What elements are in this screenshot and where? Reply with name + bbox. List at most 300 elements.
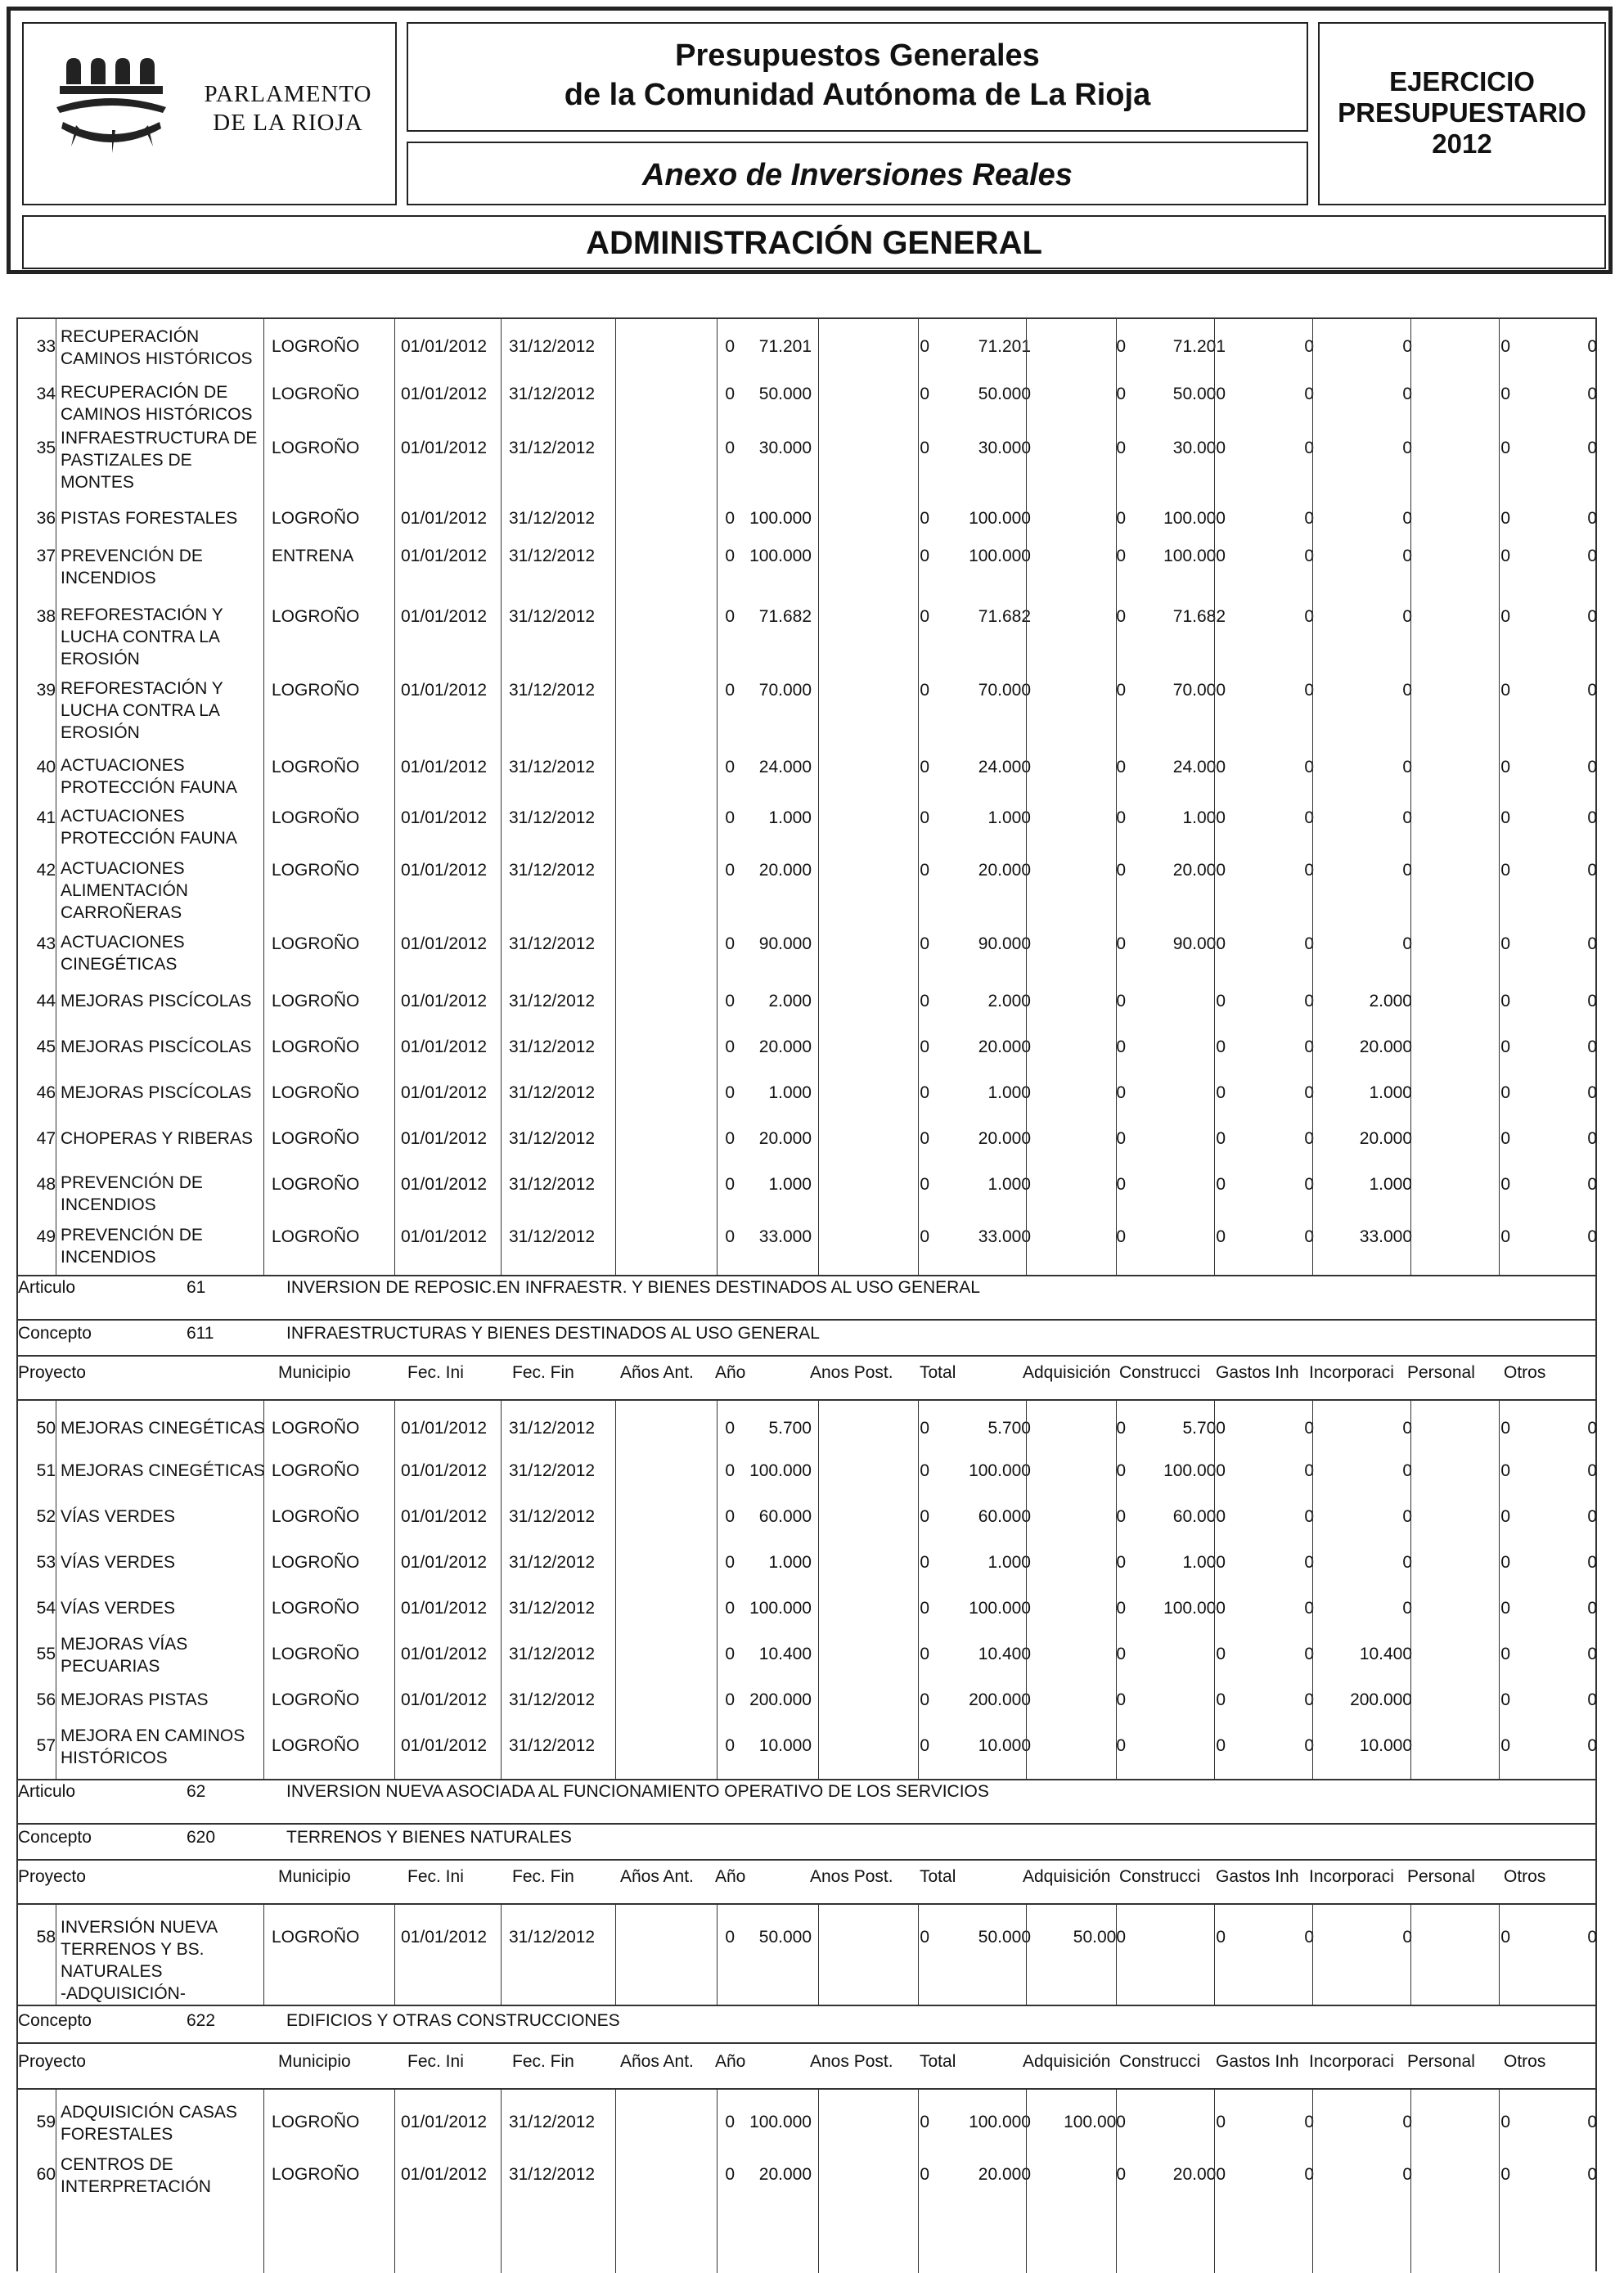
description-line: ACTUACIONES	[61, 756, 185, 775]
construcci-cell: 100.000	[1163, 547, 1226, 565]
description-line: EROSIÓN	[61, 650, 140, 668]
personal-cell: 0	[1500, 385, 1510, 403]
gastos-inh-cell: 0	[1304, 1227, 1314, 1246]
column-header-anos-post: Anos Post.	[810, 1867, 893, 1886]
articulo-61-text: INVERSION DE REPOSIC.EN INFRAESTR. Y BIENES DESTINADOS AL USO GENERAL	[286, 1278, 980, 1297]
column-header-adquisicion: Adquisición	[1023, 1867, 1111, 1886]
column-divider	[1499, 1401, 1500, 1779]
otros-cell: 0	[1587, 1175, 1597, 1194]
adquisicion-cell: 0	[1116, 337, 1126, 356]
column-header-proyecto: Proyecto	[18, 1867, 86, 1886]
personal-cell: 0	[1500, 1175, 1510, 1194]
total-cell: 200.000	[969, 1690, 1031, 1709]
column-divider	[263, 1905, 264, 2005]
column-header-proyecto: Proyecto	[18, 1363, 86, 1382]
description-line: ACTUACIONES	[61, 859, 185, 878]
gastos-inh-cell: 0	[1304, 2165, 1314, 2184]
incorporaci-cell: 0	[1402, 1507, 1412, 1526]
municipio-cell: LOGROÑO	[272, 1227, 360, 1246]
ano-cell: 20.000	[758, 861, 812, 880]
gastos-inh-cell: 0	[1304, 1928, 1314, 1947]
column-divider	[1410, 1401, 1411, 1779]
gastos-inh-cell: 0	[1304, 681, 1314, 700]
otros-cell: 0	[1587, 1419, 1597, 1438]
project-number: 33	[36, 337, 56, 356]
incorporaci-cell: 0	[1402, 681, 1412, 700]
project-number: 39	[36, 681, 56, 700]
project-number: 36	[36, 509, 56, 528]
fec-ini-cell: 01/01/2012	[401, 808, 488, 827]
project-description	[61, 990, 281, 1012]
adquisicion-cell: 0	[1116, 2165, 1126, 2184]
description-line: MEJORA EN CAMINOS	[61, 1726, 245, 1745]
otros-cell: 0	[1587, 1037, 1597, 1056]
row-divider	[18, 1779, 1595, 1780]
gastos-inh-cell: 0	[1304, 1690, 1314, 1709]
column-header-anos-ant: Años Ant.	[620, 2052, 694, 2071]
municipio-cell: LOGROÑO	[272, 1175, 360, 1194]
gastos-inh-cell: 0	[1304, 1083, 1314, 1102]
adquisicion-cell: 0	[1116, 1553, 1126, 1572]
column-header-fec-ini: Fec. Ini	[407, 1363, 464, 1382]
column-divider	[717, 2090, 718, 2273]
gastos-inh-cell: 0	[1304, 808, 1314, 827]
concepto-611-number: 611	[187, 1324, 214, 1343]
municipio-cell: ENTRENA	[272, 547, 354, 565]
anos-post-cell: 0	[920, 1736, 929, 1755]
personal-cell: 0	[1500, 1083, 1510, 1102]
description-line: ACTUACIONES	[61, 933, 185, 952]
total-cell: 10.000	[978, 1736, 1031, 1755]
fec-fin-cell: 31/12/2012	[509, 1645, 596, 1663]
fec-fin-cell: 31/12/2012	[509, 1553, 596, 1572]
otros-cell: 0	[1587, 2165, 1597, 2184]
otros-cell: 0	[1587, 2113, 1597, 2131]
otros-cell: 0	[1587, 1083, 1597, 1102]
municipio-cell: LOGROÑO	[272, 1129, 360, 1148]
ano-cell: 200.000	[749, 1690, 812, 1709]
personal-cell: 0	[1500, 1227, 1510, 1246]
anos-post-cell: 0	[920, 439, 929, 457]
column-divider	[1499, 1905, 1500, 2005]
column-header-adquisicion: Adquisición	[1023, 1363, 1111, 1382]
total-cell: 71.201	[978, 337, 1031, 356]
column-header-otros: Otros	[1504, 1363, 1546, 1382]
description-line: INCENDIOS	[61, 569, 156, 587]
personal-cell: 0	[1500, 2165, 1510, 2184]
row-divider	[18, 1355, 1595, 1357]
column-header-total: Total	[920, 1867, 956, 1886]
municipio-cell: LOGROÑO	[272, 861, 360, 880]
description-line: FORESTALES	[61, 2125, 173, 2144]
concepto-611-label: Concepto	[18, 1324, 92, 1343]
gastos-inh-cell: 0	[1304, 1507, 1314, 1526]
otros-cell: 0	[1587, 681, 1597, 700]
municipio-cell: LOGROÑO	[272, 385, 360, 403]
personal-cell: 0	[1500, 1928, 1510, 1947]
fec-ini-cell: 01/01/2012	[401, 385, 488, 403]
description-line: MONTES	[61, 473, 134, 492]
project-description	[61, 1597, 281, 1619]
municipio-cell: LOGROÑO	[272, 1736, 360, 1755]
total-cell: 100.000	[969, 1461, 1031, 1480]
total-cell: 100.000	[969, 547, 1031, 565]
description-line: MEJORAS VÍAS	[61, 1635, 188, 1654]
anos-ant-cell: 0	[725, 1175, 735, 1194]
fec-fin-cell: 31/12/2012	[509, 337, 596, 356]
column-divider	[1499, 319, 1500, 1275]
description-line: CINEGÉTICAS	[61, 955, 178, 974]
fec-fin-cell: 31/12/2012	[509, 681, 596, 700]
ano-cell: 1.000	[768, 808, 812, 827]
parliament-logo-box	[22, 22, 397, 205]
personal-cell: 0	[1500, 607, 1510, 626]
otros-cell: 0	[1587, 1507, 1597, 1526]
incorporaci-cell: 0	[1402, 337, 1412, 356]
otros-cell: 0	[1587, 547, 1597, 565]
project-description	[61, 1172, 281, 1216]
gastos-inh-cell: 0	[1304, 385, 1314, 403]
fec-ini-cell: 01/01/2012	[401, 1419, 488, 1438]
description-line: VÍAS VERDES	[61, 1599, 176, 1618]
total-cell: 1.000	[987, 1553, 1031, 1572]
project-number: 60	[36, 2165, 56, 2184]
fec-ini-cell: 01/01/2012	[401, 2165, 488, 2184]
column-divider	[501, 1905, 502, 2005]
column-divider	[394, 1905, 395, 2005]
adquisicion-cell: 0	[1116, 1037, 1126, 1056]
concepto-622-number: 622	[187, 2011, 216, 2030]
column-header-anos-post: Anos Post.	[810, 2052, 893, 2071]
project-description	[61, 1689, 281, 1711]
fec-ini-cell: 01/01/2012	[401, 1227, 488, 1246]
project-description	[61, 931, 281, 975]
construcci-cell: 0	[1216, 1227, 1226, 1246]
ano-cell: 5.700	[768, 1419, 812, 1438]
ano-cell: 100.000	[749, 547, 812, 565]
gastos-inh-cell: 0	[1304, 1419, 1314, 1438]
personal-cell: 0	[1500, 439, 1510, 457]
concepto-622-label: Concepto	[18, 2011, 92, 2030]
ano-cell: 10.000	[758, 1736, 812, 1755]
anos-post-cell: 0	[920, 681, 929, 700]
column-header-anos-ant: Años Ant.	[620, 1363, 694, 1382]
construcci-cell: 50.000	[1172, 385, 1226, 403]
project-description	[61, 604, 281, 670]
personal-cell: 0	[1500, 1507, 1510, 1526]
project-description	[61, 857, 281, 924]
gastos-inh-cell: 0	[1304, 758, 1314, 776]
column-header-incorporaci: Incorporaci	[1309, 1363, 1394, 1382]
column-divider	[717, 319, 718, 1275]
incorporaci-cell: 0	[1402, 1419, 1412, 1438]
gastos-inh-cell: 0	[1304, 934, 1314, 953]
project-description	[61, 545, 281, 589]
ano-cell: 50.000	[758, 385, 812, 403]
otros-cell: 0	[1587, 1227, 1597, 1246]
construcci-cell: 71.682	[1172, 607, 1226, 626]
total-cell: 71.682	[978, 607, 1031, 626]
ano-cell: 1.000	[768, 1175, 812, 1194]
total-cell: 20.000	[978, 1129, 1031, 1148]
fec-ini-cell: 01/01/2012	[401, 861, 488, 880]
fec-fin-cell: 31/12/2012	[509, 861, 596, 880]
total-cell: 10.400	[978, 1645, 1031, 1663]
ano-cell: 24.000	[758, 758, 812, 776]
fec-ini-cell: 01/01/2012	[401, 607, 488, 626]
project-description	[61, 1224, 281, 1268]
ano-cell: 100.000	[749, 509, 812, 528]
section-title: ADMINISTRACIÓN GENERAL	[586, 225, 1042, 261]
description-line: MEJORAS PISCÍCOLAS	[61, 1083, 252, 1102]
budget-title-box	[407, 22, 1308, 132]
fec-fin-cell: 31/12/2012	[509, 1419, 596, 1438]
ano-cell: 90.000	[758, 934, 812, 953]
column-divider	[717, 1905, 718, 2005]
description-line: MEJORAS PISCÍCOLAS	[61, 992, 252, 1010]
personal-cell: 0	[1500, 1553, 1510, 1572]
incorporaci-cell: 0	[1402, 1599, 1412, 1618]
total-cell: 70.000	[978, 681, 1031, 700]
column-header-ano: Año	[715, 1867, 746, 1886]
description-line: CENTROS DE	[61, 2155, 173, 2174]
adquisicion-cell: 50.000	[1073, 1928, 1126, 1947]
adquisicion-cell: 0	[1116, 1599, 1126, 1618]
anos-ant-cell: 0	[725, 1599, 735, 1618]
anos-post-cell: 0	[920, 861, 929, 880]
column-divider	[1410, 2090, 1411, 2273]
personal-cell: 0	[1500, 681, 1510, 700]
column-header-personal: Personal	[1407, 1363, 1475, 1382]
adquisicion-cell: 0	[1116, 1083, 1126, 1102]
total-cell: 60.000	[978, 1507, 1031, 1526]
column-divider	[263, 2090, 264, 2273]
anos-post-cell: 0	[920, 1461, 929, 1480]
ano-cell: 20.000	[758, 1037, 812, 1056]
column-divider	[918, 319, 919, 1275]
project-description	[61, 1417, 281, 1439]
adquisicion-cell: 0	[1116, 934, 1126, 953]
fec-fin-cell: 31/12/2012	[509, 1928, 596, 1947]
column-divider	[1026, 319, 1027, 1275]
anos-post-cell: 0	[920, 1690, 929, 1709]
ano-cell: 1.000	[768, 1553, 812, 1572]
column-header-incorporaci: Incorporaci	[1309, 1867, 1394, 1886]
project-description	[61, 381, 281, 425]
incorporaci-cell: 20.000	[1359, 1129, 1412, 1148]
column-divider	[1312, 1401, 1313, 1779]
construcci-cell: 1.000	[1182, 808, 1226, 827]
adquisicion-cell: 0	[1116, 1736, 1126, 1755]
total-cell: 2.000	[987, 992, 1031, 1010]
anos-post-cell: 0	[920, 808, 929, 827]
construcci-cell: 100.000	[1163, 1461, 1226, 1480]
row-divider	[18, 2005, 1595, 2006]
ano-cell: 1.000	[768, 1083, 812, 1102]
ano-cell: 10.400	[758, 1645, 812, 1663]
incorporaci-cell: 0	[1402, 861, 1412, 880]
otros-cell: 0	[1587, 607, 1597, 626]
ano-cell: 60.000	[758, 1507, 812, 1526]
gastos-inh-cell: 0	[1304, 2113, 1314, 2131]
adquisicion-cell: 0	[1116, 547, 1126, 565]
fec-fin-cell: 31/12/2012	[509, 808, 596, 827]
column-header-gastos-inh: Gastos Inh	[1216, 1363, 1299, 1382]
project-number: 54	[36, 1599, 56, 1618]
project-number: 55	[36, 1645, 56, 1663]
municipio-cell: LOGROÑO	[272, 1599, 360, 1618]
fec-fin-cell: 31/12/2012	[509, 1175, 596, 1194]
municipio-cell: LOGROÑO	[272, 509, 360, 528]
incorporaci-cell: 0	[1402, 1461, 1412, 1480]
description-line: CAMINOS HISTÓRICOS	[61, 349, 253, 368]
parliament-crest-icon	[56, 56, 179, 171]
project-number: 50	[36, 1419, 56, 1438]
personal-cell: 0	[1500, 509, 1510, 528]
anos-ant-cell: 0	[725, 1928, 735, 1947]
ano-cell: 100.000	[749, 1461, 812, 1480]
column-divider	[918, 1905, 919, 2005]
description-line: INTERPRETACIÓN	[61, 2177, 211, 2196]
construcci-cell: 0	[1216, 1129, 1226, 1148]
fec-ini-cell: 01/01/2012	[401, 1599, 488, 1618]
incorporaci-cell: 0	[1402, 2165, 1412, 2184]
personal-cell: 0	[1500, 1736, 1510, 1755]
project-number: 40	[36, 758, 56, 776]
anos-post-cell: 0	[920, 1083, 929, 1102]
column-divider	[1312, 319, 1313, 1275]
description-line: NATURALES	[61, 1962, 163, 1981]
gastos-inh-cell: 0	[1304, 1461, 1314, 1480]
municipio-cell: LOGROÑO	[272, 1037, 360, 1056]
construcci-cell: 0	[1216, 1690, 1226, 1709]
column-divider	[615, 2090, 616, 2273]
adquisicion-cell: 0	[1116, 681, 1126, 700]
anos-ant-cell: 0	[725, 934, 735, 953]
municipio-cell: LOGROÑO	[272, 1553, 360, 1572]
anos-post-cell: 0	[920, 1507, 929, 1526]
column-header-adquisicion: Adquisición	[1023, 2052, 1111, 2071]
anos-ant-cell: 0	[725, 1645, 735, 1663]
column-divider	[1410, 1905, 1411, 2005]
municipio-cell: LOGROÑO	[272, 758, 360, 776]
description-line: ALIMENTACIÓN	[61, 881, 188, 900]
gastos-inh-cell: 0	[1304, 861, 1314, 880]
anos-post-cell: 0	[920, 607, 929, 626]
otros-cell: 0	[1587, 337, 1597, 356]
total-cell: 5.700	[987, 1419, 1031, 1438]
anos-post-cell: 0	[920, 1037, 929, 1056]
adquisicion-cell: 0	[1116, 1507, 1126, 1526]
anos-post-cell: 0	[920, 758, 929, 776]
construcci-cell: 24.000	[1172, 758, 1226, 776]
project-description	[61, 677, 281, 744]
incorporaci-cell: 10.400	[1359, 1645, 1412, 1663]
personal-cell: 0	[1500, 337, 1510, 356]
description-line: PASTIZALES DE	[61, 451, 192, 470]
column-divider	[394, 2090, 395, 2273]
adquisicion-cell: 0	[1116, 1419, 1126, 1438]
municipio-cell: LOGROÑO	[272, 808, 360, 827]
project-description	[61, 1082, 281, 1104]
column-header-gastos-inh: Gastos Inh	[1216, 2052, 1299, 2071]
gastos-inh-cell: 0	[1304, 1037, 1314, 1056]
municipio-cell: LOGROÑO	[272, 439, 360, 457]
project-description	[61, 507, 281, 529]
column-header-construcci: Construcci	[1119, 1363, 1201, 1382]
adquisicion-cell: 0	[1116, 439, 1126, 457]
gastos-inh-cell: 0	[1304, 992, 1314, 1010]
fec-ini-cell: 01/01/2012	[401, 509, 488, 528]
anos-post-cell: 0	[920, 1227, 929, 1246]
otros-cell: 0	[1587, 992, 1597, 1010]
fec-ini-cell: 01/01/2012	[401, 1507, 488, 1526]
row-divider	[18, 1903, 1595, 1905]
column-divider	[615, 1401, 616, 1779]
gastos-inh-cell: 0	[1304, 337, 1314, 356]
column-divider	[818, 1905, 819, 2005]
project-description	[61, 1506, 281, 1528]
column-divider	[818, 2090, 819, 2273]
gastos-inh-cell: 0	[1304, 1553, 1314, 1572]
fec-fin-cell: 31/12/2012	[509, 1083, 596, 1102]
description-line: REFORESTACIÓN Y	[61, 605, 223, 624]
fec-fin-cell: 31/12/2012	[509, 2165, 596, 2184]
fec-fin-cell: 31/12/2012	[509, 1461, 596, 1480]
column-divider	[1116, 2090, 1117, 2273]
fec-fin-cell: 31/12/2012	[509, 992, 596, 1010]
column-divider	[615, 1905, 616, 2005]
description-line: HISTÓRICOS	[61, 1749, 168, 1767]
incorporaci-cell: 33.000	[1359, 1227, 1412, 1246]
fec-ini-cell: 01/01/2012	[401, 1175, 488, 1194]
row-divider	[18, 2088, 1595, 2090]
column-divider	[615, 319, 616, 1275]
column-header-municipio: Municipio	[278, 1867, 351, 1886]
column-divider	[1026, 1905, 1027, 2005]
incorporaci-cell: 0	[1402, 934, 1412, 953]
municipio-cell: LOGROÑO	[272, 337, 360, 356]
anos-post-cell: 0	[920, 1419, 929, 1438]
incorporaci-cell: 0	[1402, 607, 1412, 626]
anos-post-cell: 0	[920, 934, 929, 953]
description-line: PREVENCIÓN DE	[61, 1173, 203, 1192]
fec-fin-cell: 31/12/2012	[509, 1507, 596, 1526]
personal-cell: 0	[1500, 934, 1510, 953]
concepto-620-number: 620	[187, 1828, 216, 1847]
fec-ini-cell: 01/01/2012	[401, 1645, 488, 1663]
column-divider	[1410, 319, 1411, 1275]
budget-title-line2: de la Comunidad Autónoma de La Rioja	[564, 78, 1151, 112]
fec-ini-cell: 01/01/2012	[401, 1129, 488, 1148]
incorporaci-cell: 0	[1402, 808, 1412, 827]
fec-fin-cell: 31/12/2012	[509, 439, 596, 457]
project-number: 41	[36, 808, 56, 827]
description-line: PROTECCIÓN FAUNA	[61, 778, 237, 797]
incorporaci-cell: 20.000	[1359, 1037, 1412, 1056]
column-header-ano: Año	[715, 2052, 746, 2071]
gastos-inh-cell: 0	[1304, 1736, 1314, 1755]
anos-ant-cell: 0	[725, 607, 735, 626]
column-header-personal: Personal	[1407, 1867, 1475, 1886]
column-header-incorporaci: Incorporaci	[1309, 2052, 1394, 2071]
anos-ant-cell: 0	[725, 1129, 735, 1148]
row-divider	[18, 1319, 1595, 1321]
fec-fin-cell: 31/12/2012	[509, 385, 596, 403]
otros-cell: 0	[1587, 808, 1597, 827]
project-number: 48	[36, 1175, 56, 1194]
column-divider	[1214, 1905, 1215, 2005]
